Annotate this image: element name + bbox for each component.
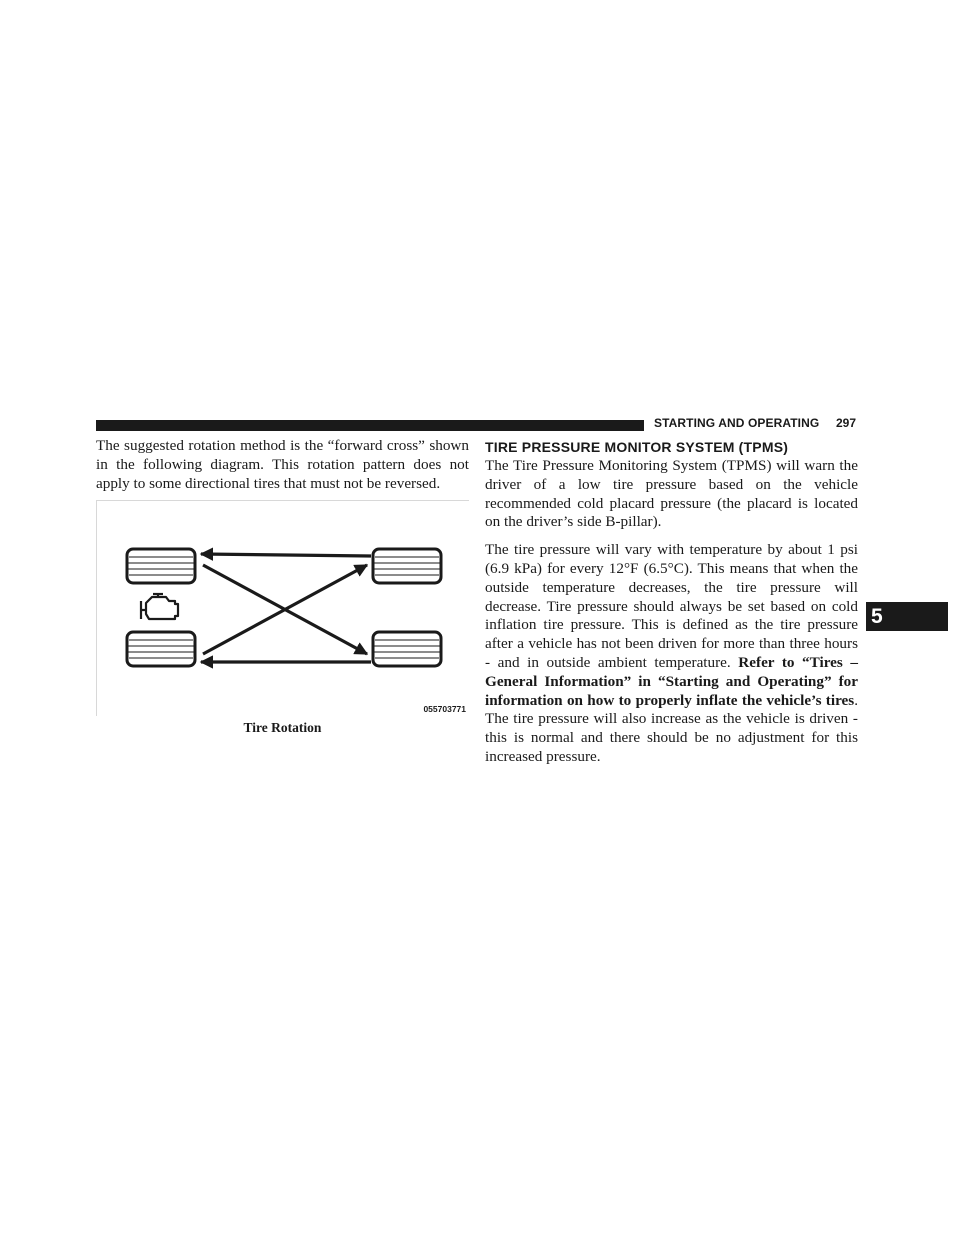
figure-caption: Tire Rotation xyxy=(243,720,322,736)
tire-rear-left-icon xyxy=(127,632,195,666)
paragraph-text-end: . The tire pressure will also increase as the vehicle is driven - this is normal and there should be no adjustment for this increased pressure. xyxy=(485,691,858,765)
tire-front-left-icon xyxy=(127,549,195,583)
figure-code: 055703771 xyxy=(423,704,466,715)
rotation-intro-paragraph: The suggested rotation method is the “forward cross” shown in the following diagram. This rotation pattern does not apply to some directional tires that must not be reversed. xyxy=(96,437,469,492)
arrow-front-right-to-front-left xyxy=(201,554,371,556)
tire-front-right-icon xyxy=(373,549,441,583)
paragraph-text: The tire pressure will vary with temperature by about 1 psi (6.9 kPa) for every 12°F (6.5°C). This means that when the outside temperature decreases, the tire pressure will decrease. Tire pressure should always be set based on cold inflation tire pressure. This is defined as the tire pressure after a vehicle has not been driven for more than three hours - and in outside ambient temperature. xyxy=(485,541,858,671)
chapter-tab: 5 xyxy=(866,602,948,631)
header-rule xyxy=(96,420,644,431)
tire-rotation-diagram xyxy=(97,501,470,717)
tpms-paragraph-1: The Tire Pressure Monitoring System (TPMS) will warn the driver of a low tire pressure based on the vehicle recommended cold placard pressure (the placard is located on the driver’s side B-pillar). xyxy=(485,457,858,531)
tire-rotation-figure xyxy=(96,500,469,716)
cross-reference-bold: Refer to “Tires – General Information” in “Starting and Operating” for information on how to properly inflate the vehicle’s tires xyxy=(485,653,858,709)
tire-rear-right-icon xyxy=(373,632,441,666)
running-header-section: STARTING AND OPERATING xyxy=(654,416,820,430)
engine-icon xyxy=(141,594,178,619)
page-number: 297 xyxy=(836,416,857,430)
section-heading: TIRE PRESSURE MONITOR SYSTEM (TPMS) xyxy=(485,439,789,455)
tpms-paragraph-2 xyxy=(485,541,858,767)
right-column xyxy=(485,437,858,767)
left-column xyxy=(96,437,469,736)
